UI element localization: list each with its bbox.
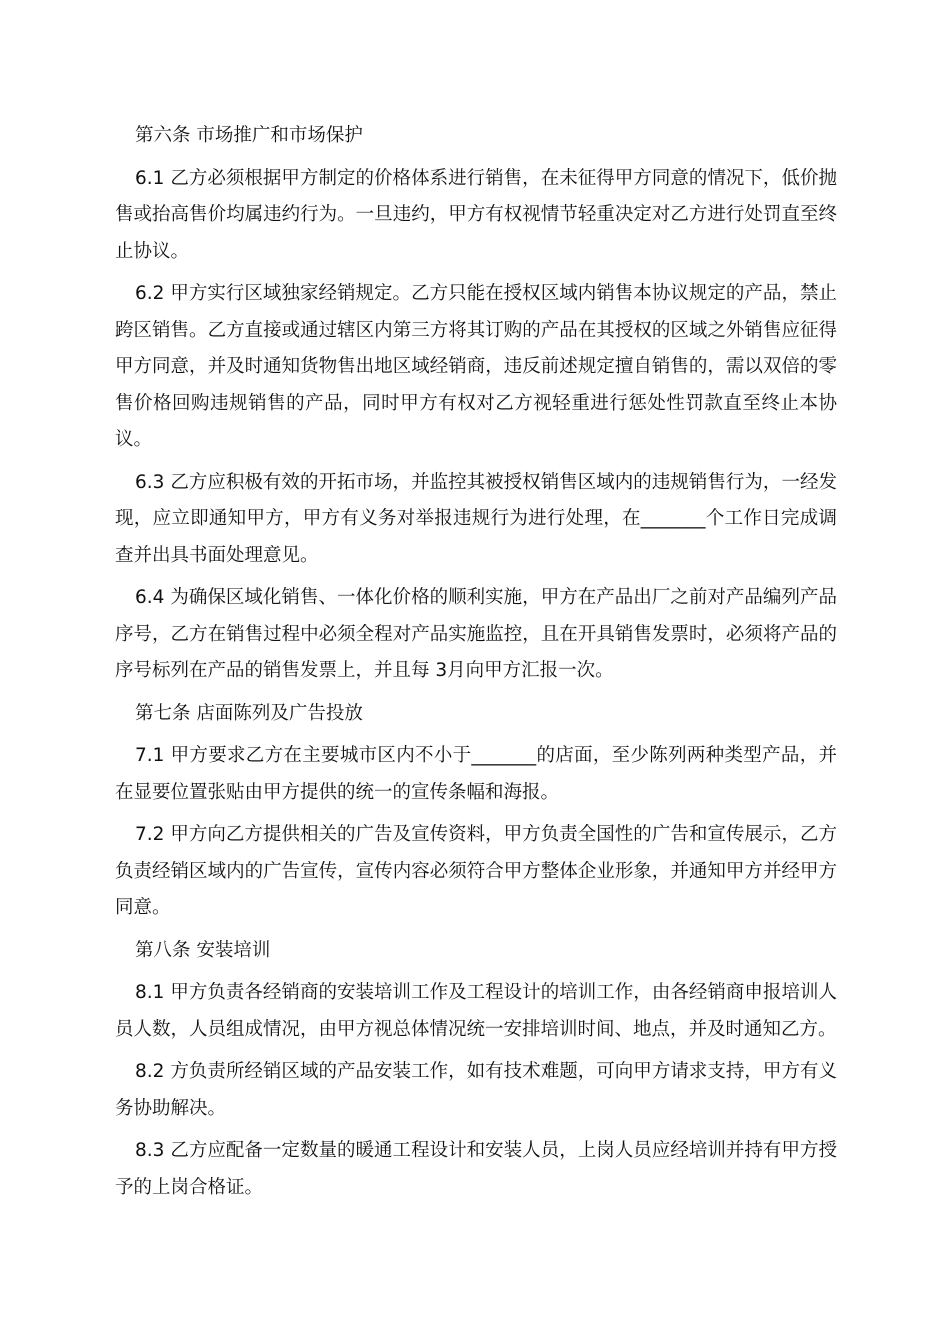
clause-8-1: 8.1 甲方负责各经销商的安装培训工作及工程设计的培训工作，由各经销商申报培训人员人数，人员组成情况，由甲方视总体情况统一安排培训时间、地点，并及时通知乙方。 xyxy=(115,982,837,1040)
clause-8-2: 8.2 方负责所经销区域的产品安装工作，如有技术难题，可向甲方请求支持，甲方有义务协助解决。 xyxy=(115,1061,837,1119)
clause-7-2: 7.2 甲方向乙方提供相关的广告及宣传资料，甲方负责全国性的广告和宣传展示，乙方负责经销区域内的广告宣传，宣传内容必须符合甲方整体企业形象，并通知甲方并经甲方同意。 xyxy=(115,824,837,918)
clause-6-4: 6.4 为确保区域化销售、一体化价格的顺利实施，甲方在产品出厂之前对产品编列产品序号，乙方在销售过程中必须全程对产品实施监控，且在开具销售发票时，必须将产品的序号标列在产品的销售发票上，并且每 3月向甲方汇报一次。 xyxy=(115,587,837,681)
document-body xyxy=(115,118,837,1212)
section-heading-7: 第七条 店面陈列及广告投放 xyxy=(135,702,363,724)
clause-8-3: 8.3 乙方应配备一定数量的暖通工程设计和安装人员，上岗人员应经培训并持有甲方授予的上岗合格证。 xyxy=(115,1140,837,1198)
clause-6-2: 6.2 甲方实行区域独家经销规定。乙方只能在授权区域内销售本协议规定的产品，禁止跨区销售。乙方直接或通过辖区内第三方将其订购的产品在其授权的区域之外销售应征得甲方同意，并及时通知货物售出地区域经销商，违反前述规定擅自销售的，需以双倍的零售价格回购违规销售的产品，同时甲方有权对乙方视轻重进行惩处性罚款直至终止本协议。 xyxy=(115,283,837,450)
section-heading-6: 第六条 市场推广和市场保护 xyxy=(135,125,363,146)
section-heading-8: 第八条 安装培训 xyxy=(135,939,271,961)
clause-7-1: 7.1 甲方要求乙方在主要城市区内不小于_______的店面，至少陈列两种类型产品，并在显要位置张贴由甲方提供的统一的宣传条幅和海报。 xyxy=(115,745,837,803)
clause-6-3: 6.3 乙方应积极有效的开拓市场，并监控其被授权销售区域内的违规销售行为，一经发现，应立即通知甲方，甲方有义务对举报违规行为进行处理，在_______个工作日完成调查并出具书面处理意见。 xyxy=(115,471,837,566)
clause-6-1: 6.1 乙方必须根据甲方制定的价格体系进行销售，在未征得甲方同意的情况下，低价抛售或抬高售价均属违约行为。一旦违约，甲方有权视情节轻重决定对乙方进行处罚直至终止协议。 xyxy=(115,167,837,262)
